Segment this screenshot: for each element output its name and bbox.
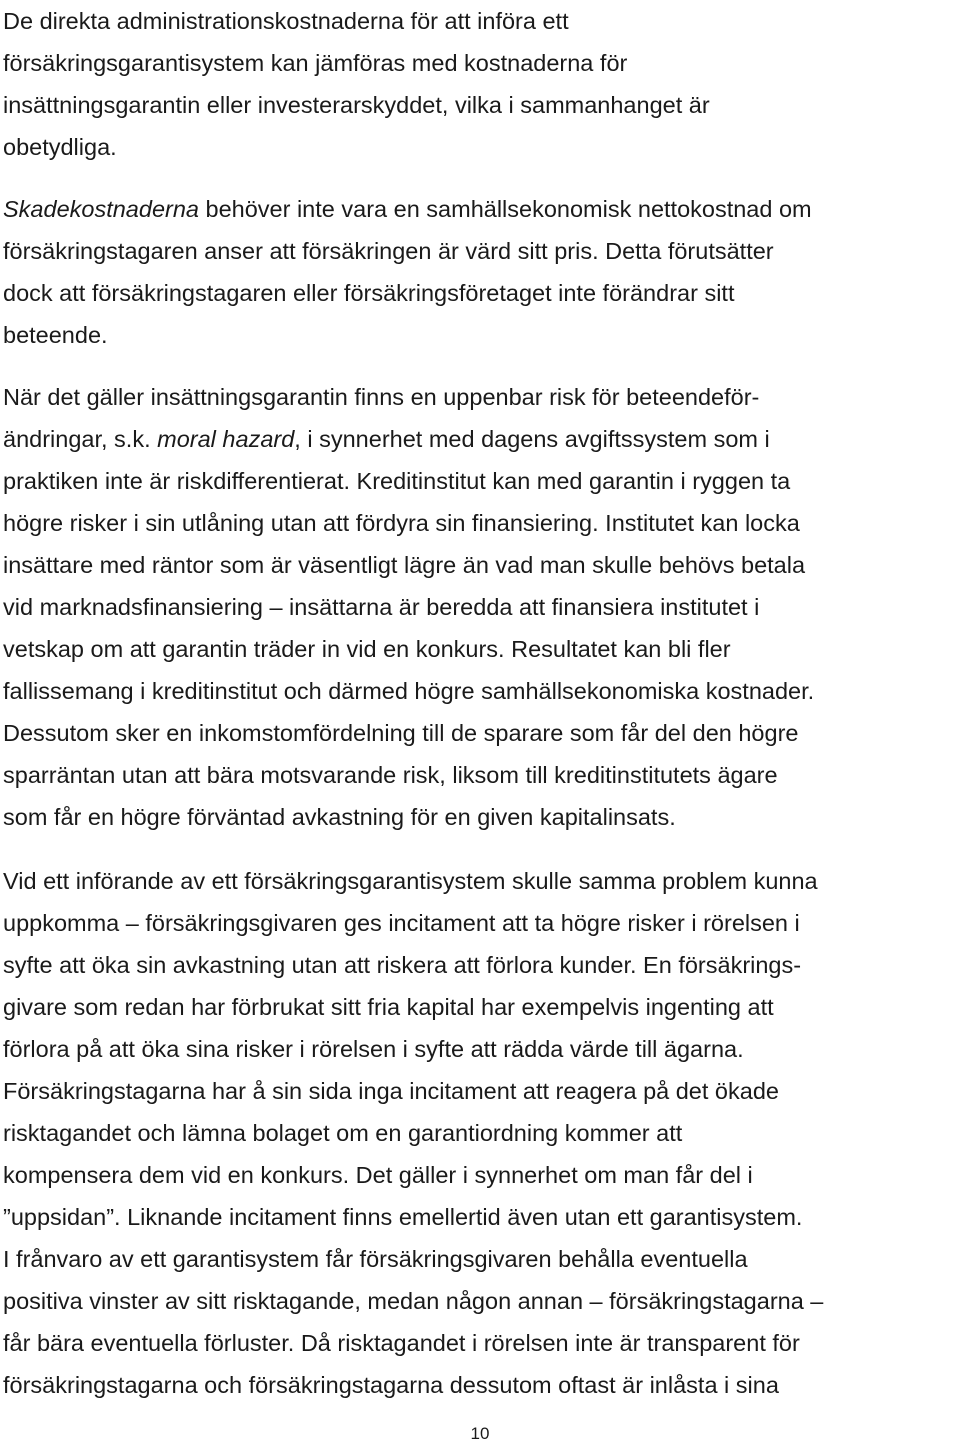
text-line: De direkta administrationskostnaderna för att införa ett [3, 8, 569, 34]
italic-term: Skadekostnaderna [3, 196, 199, 222]
text-line: försäkringstagaren anser att försäkringen är värd sitt pris. Detta förutsätter [3, 238, 774, 264]
text-line [3, 418, 955, 460]
text-line: givare som redan har förbrukat sitt fria kapital har exempelvis ingenting att [3, 994, 774, 1020]
paragraph-spacer [3, 838, 955, 860]
text-line: syfte att öka sin avkastning utan att riskera att förlora kunder. En försäkrings- [3, 952, 802, 978]
text-line: kompensera dem vid en konkurs. Det gäller i synnerhet om man får del i [3, 1162, 753, 1188]
text-line: Vid ett införande av ett försäkringsgarantisystem skulle samma problem kunna [3, 868, 818, 894]
paragraph-spacer [3, 168, 955, 188]
text-line: positiva vinster av sitt risktagande, medan någon annan – försäkringstagarna – [3, 1288, 824, 1314]
text-line: I frånvaro av ett garantisystem får försäkringsgivaren behålla eventuella [3, 1246, 748, 1272]
text-line: försäkringstagarna och försäkringstagarna dessutom oftast är inlåsta i sina [3, 1372, 779, 1398]
text-line: Försäkringstagarna har å sin sida inga incitament att reagera på det ökade [3, 1078, 779, 1104]
text-line: dock att försäkringstagaren eller försäkringsföretaget inte förändrar sitt [3, 280, 735, 306]
text-line: fallissemang i kreditinstitut och därmed högre samhällsekonomiska kostnader. [3, 678, 815, 704]
text-line [3, 188, 955, 230]
paragraph-1 [3, 0, 955, 168]
text-line: Dessutom sker en inkomstomfördelning till de sparare som får del den högre [3, 720, 799, 746]
text-run: , i synnerhet med dagens avgiftssystem som i [294, 426, 770, 452]
text-line: uppkomma – försäkringsgivaren ges incitament att ta högre risker i rörelsen i [3, 910, 800, 936]
document-page [3, 0, 955, 1406]
text-line: risktagandet och lämna bolaget om en garantiordning kommer att [3, 1120, 683, 1146]
paragraph-2 [3, 188, 955, 356]
text-line: vetskap om att garantin träder in vid en konkurs. Resultatet kan bli fler [3, 636, 731, 662]
text-line: beteende. [3, 322, 108, 348]
paragraph-spacer [3, 356, 955, 376]
paragraph-4 [3, 860, 955, 1406]
text-line: insättningsgarantin eller investerarskyddet, vilka i sammanhanget är [3, 92, 710, 118]
text-line: sparräntan utan att bära motsvarande risk, liksom till kreditinstitutets ägare [3, 762, 778, 788]
text-line: vid marknadsfinansiering – insättarna är beredda att finansiera institutet i [3, 594, 760, 620]
text-line: ”uppsidan”. Liknande incitament finns emellertid även utan ett garantisystem. [3, 1204, 803, 1230]
text-line: När det gäller insättningsgarantin finns en uppenbar risk för beteendeför- [3, 384, 760, 410]
text-line: får bära eventuella förluster. Då risktagandet i rörelsen inte är transparent för [3, 1330, 800, 1356]
page-number: 10 [470, 1424, 490, 1443]
text-line: obetydliga. [3, 134, 117, 160]
text-line: praktiken inte är riskdifferentierat. Kreditinstitut kan med garantin i ryggen ta [3, 468, 791, 494]
text-line: insättare med räntor som är väsentligt lägre än vad man skulle behövs betala [3, 552, 806, 578]
text-run: behöver inte vara en samhällsekonomisk nettokostnad om [198, 196, 812, 222]
text-line: förlora på att öka sina risker i rörelsen i syfte att rädda värde till ägarna. [3, 1036, 744, 1062]
text-line: högre risker i sin utlåning utan att fördyra sin finansiering. Institutet kan locka [3, 510, 800, 536]
text-run: ändringar, s.k. [3, 426, 158, 452]
italic-term: moral hazard [157, 426, 295, 452]
text-line: försäkringsgarantisystem kan jämföras med kostnaderna för [3, 50, 628, 76]
paragraph-3 [3, 376, 955, 838]
text-line: som får en högre förväntad avkastning för en given kapitalinsats. [3, 804, 676, 830]
